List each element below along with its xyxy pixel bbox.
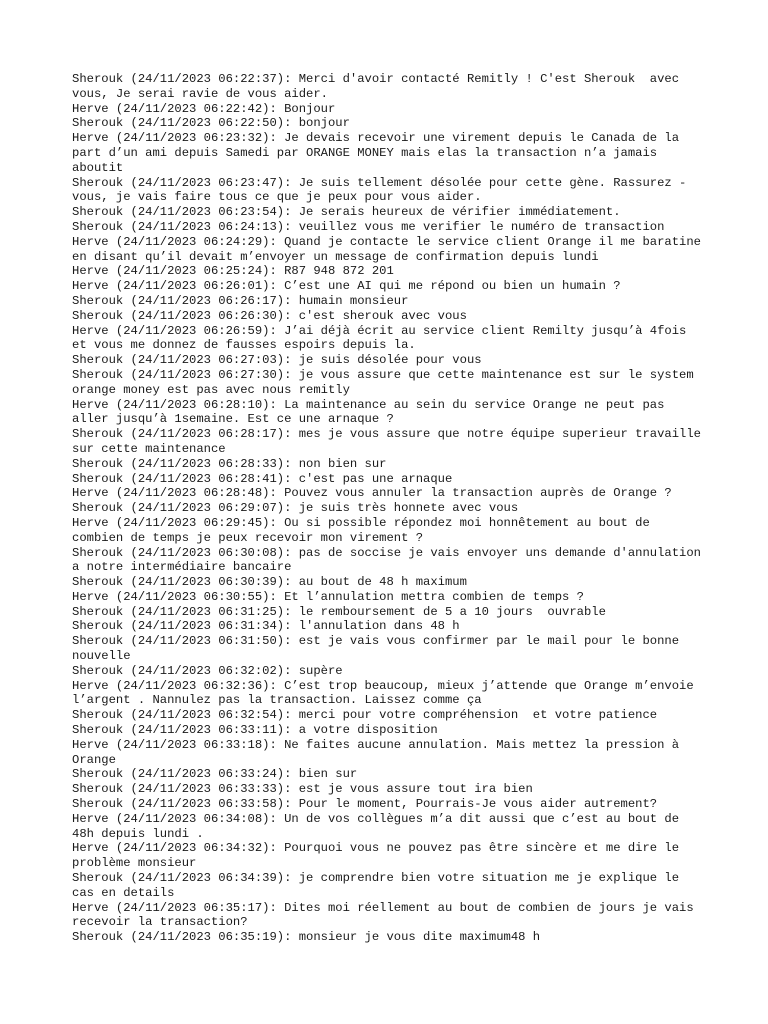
transcript-line: Herve (24/11/2023 06:29:45): Ou si possible répondez moi honnêtement au bout de combien de temps je peux recevoir mon virement ? <box>72 515 658 545</box>
transcript-line: Sherouk (24/11/2023 06:30:08): pas de soccise je vais envoyer uns demande d'annulation a notre intermédiaire bancaire <box>72 545 709 575</box>
transcript-line: Sherouk (24/11/2023 06:33:24): bien sur <box>72 767 358 782</box>
transcript-line: Sherouk (24/11/2023 06:29:07): je suis très honnete avec vous <box>72 501 519 516</box>
transcript-line: Sherouk (24/11/2023 06:28:33): non bien sur <box>72 456 387 471</box>
transcript-line: Herve (24/11/2023 06:35:17): Dites moi réellement au bout de combien de jours je vais recevoir la transaction? <box>72 900 701 930</box>
transcript-line: Sherouk (24/11/2023 06:33:11): a votre disposition <box>72 723 438 738</box>
transcript-line: Sherouk (24/11/2023 06:27:03): je suis désolée pour vous <box>72 353 482 368</box>
transcript-line: Sherouk (24/11/2023 06:35:19): monsieur je vous dite maximum48 h <box>72 930 541 945</box>
transcript-line: Sherouk (24/11/2023 06:31:25): le remboursement de 5 a 10 jours ouvrable <box>72 604 606 619</box>
transcript-line: Sherouk (24/11/2023 06:32:54): merci pour votre compréhension et votre patience <box>72 708 658 723</box>
transcript-line: Herve (24/11/2023 06:22:42): Bonjour <box>72 101 336 116</box>
transcript-line: Herve (24/11/2023 06:34:08): Un de vos collègues m’a dit aussi que c’est au bout de 48h depuis lundi . <box>72 811 687 841</box>
transcript-line: Sherouk (24/11/2023 06:26:17): humain monsieur <box>72 293 409 308</box>
transcript-line: Sherouk (24/11/2023 06:32:02): supère <box>72 663 343 678</box>
transcript-line: Sherouk (24/11/2023 06:33:33): est je vous assure tout ira bien <box>72 782 533 797</box>
transcript-line: Sherouk (24/11/2023 06:26:30): c'est sherouk avec vous <box>72 308 467 323</box>
transcript-line: Herve (24/11/2023 06:32:36): C’est trop beaucoup, mieux j’attende que Orange m’envoie l’argent . Nannulez pas la transaction. Laissez comme ça <box>72 678 701 708</box>
transcript-line: Sherouk (24/11/2023 06:34:39): je comprendre bien votre situation me je explique le cas en details <box>72 871 687 900</box>
transcript-line: Herve (24/11/2023 06:26:59): J’ai déjà écrit au service client Remilty jusqu’à 4fois et vous me donnez de fausses espoirs depuis la. <box>72 323 694 353</box>
transcript-line: Sherouk (24/11/2023 06:30:39): au bout de 48 h maximum <box>72 575 467 590</box>
transcript-line: Herve (24/11/2023 06:24:29): Quand je contacte le service client Orange il me baratine en disant qu’il devait m’envoyer un message de confirmation depuis lundi <box>72 234 709 264</box>
transcript-line: Sherouk (24/11/2023 06:22:37): Merci d'avoir contacté Remitly ! C'est Sherouk avec vous, Je serai ravie de vous aider. <box>72 72 687 101</box>
transcript-line: Sherouk (24/11/2023 06:28:41): c'est pas une arnaque <box>72 471 453 486</box>
transcript-line: Sherouk (24/11/2023 06:22:50): bonjour <box>72 116 350 131</box>
transcript-line: Sherouk (24/11/2023 06:24:13): veuillez vous me verifier le numéro de transaction <box>72 219 665 234</box>
transcript-line: Sherouk (24/11/2023 06:23:54): Je serais heureux de vérifier immédiatement. <box>72 205 621 220</box>
transcript-line: Herve (24/11/2023 06:33:18): Ne faites aucune annulation. Mais mettez la pression à Orange <box>72 737 687 767</box>
transcript-line: Sherouk (24/11/2023 06:33:58): Pour le moment, Pourrais-Je vous aider autrement? <box>72 797 658 812</box>
chat-transcript <box>72 72 709 945</box>
transcript-line: Herve (24/11/2023 06:34:32): Pourquoi vous ne pouvez pas être sincère et me dire le problème monsieur <box>72 841 687 871</box>
transcript-line: Sherouk (24/11/2023 06:27:30): je vous assure que cette maintenance est sur le system orange money est pas avec nous remitly <box>72 367 701 397</box>
transcript-line: Sherouk (24/11/2023 06:23:47): Je suis tellement désolée pour cette gène. Rassurez - vous, je vais faire tous ce que je peux pour vous aider. <box>72 175 694 205</box>
transcript-line: Herve (24/11/2023 06:25:24): R87 948 872 201 <box>72 264 394 279</box>
transcript-line: Herve (24/11/2023 06:26:01): C’est une AI qui me répond ou bien un humain ? <box>72 279 621 294</box>
transcript-line: Herve (24/11/2023 06:28:10): La maintenance au sein du service Orange ne peut pas aller jusqu’à 1semaine. Est ce une arnaque ? <box>72 397 672 427</box>
transcript-line: Sherouk (24/11/2023 06:31:34): l'annulation dans 48 h <box>72 619 460 634</box>
transcript-line: Sherouk (24/11/2023 06:28:17): mes je vous assure que notre équipe superieur travaille sur cette maintenance <box>72 427 709 456</box>
transcript-line: Herve (24/11/2023 06:28:48): Pouvez vous annuler la transaction auprès de Orange ? <box>72 486 672 501</box>
transcript-line: Herve (24/11/2023 06:30:55): Et l’annulation mettra combien de temps ? <box>72 589 584 604</box>
transcript-line: Herve (24/11/2023 06:23:32): Je devais recevoir une virement depuis le Canada de la part d’un ami depuis Samedi par ORANGE MONEY mais elas la transaction n’a jamais aboutit <box>72 131 687 175</box>
transcript-line: Sherouk (24/11/2023 06:31:50): est je vais vous confirmer par le mail pour le bonne nouvelle <box>72 634 687 664</box>
